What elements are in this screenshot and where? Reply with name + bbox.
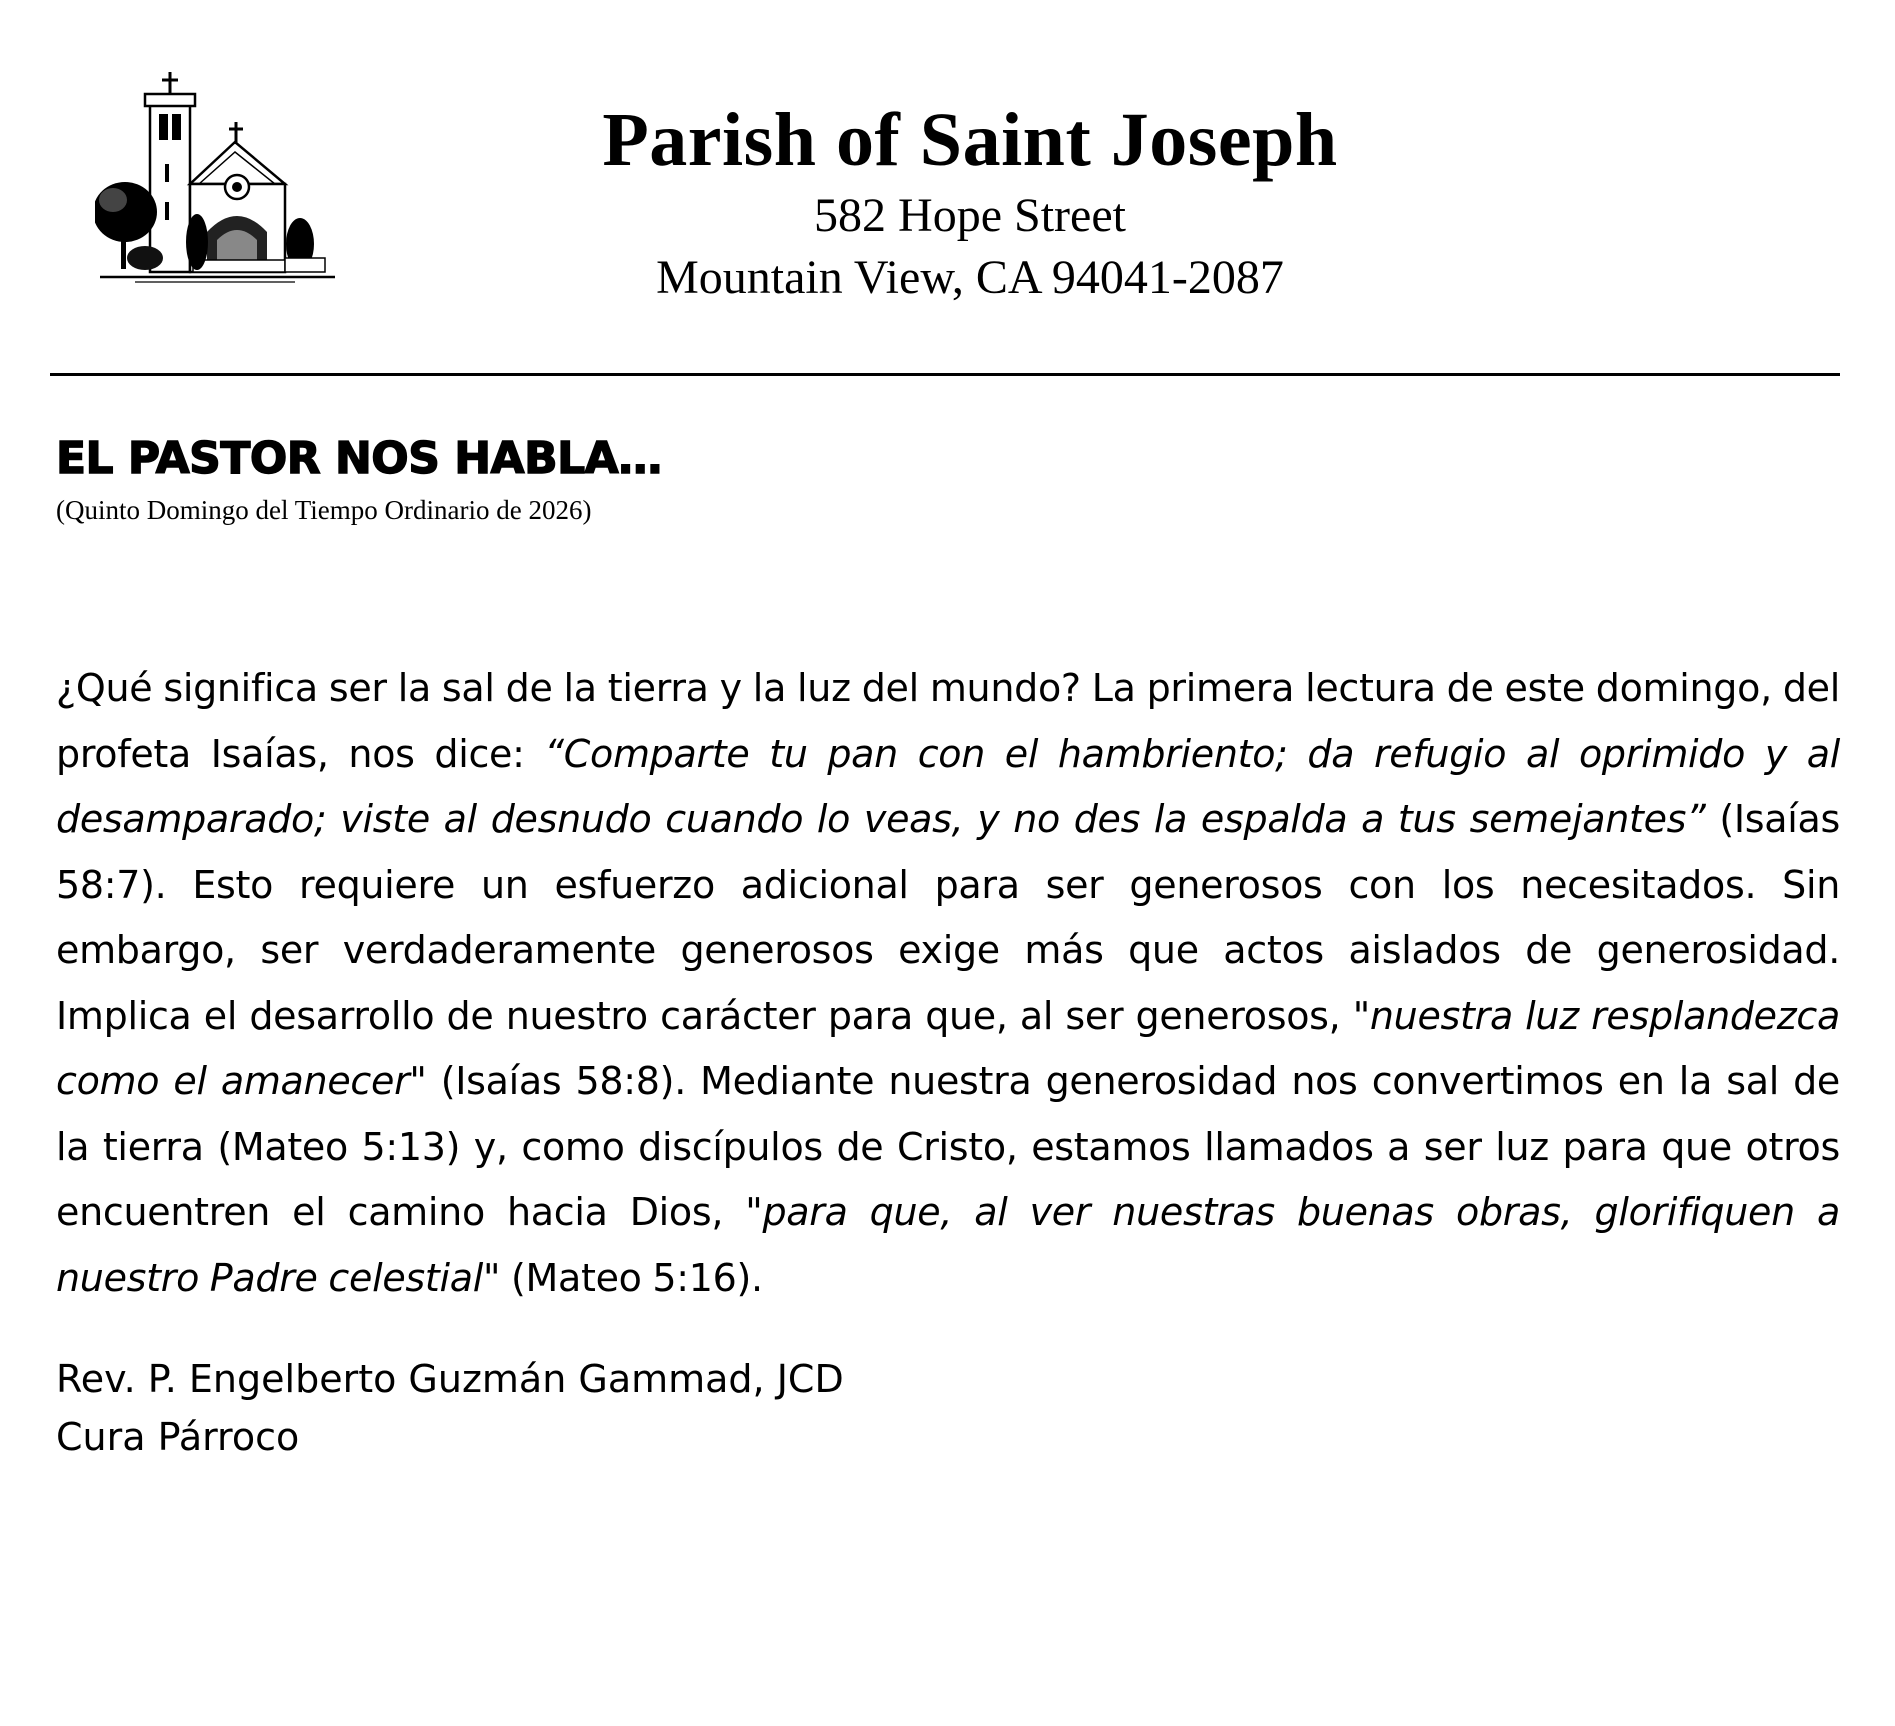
parish-header [430, 95, 1510, 309]
article-paragraph [56, 656, 1840, 1311]
signature-role: Cura Párroco [56, 1415, 300, 1459]
signature-name: Rev. P. Engelberto Guzmán Gammad, JCD [56, 1357, 844, 1401]
header-divider [50, 373, 1840, 376]
article-text-2: (Isaías 58:7). Esto requiere un esfuerzo adicional para ser generosos con los necesitados. Sin embargo, ser verdaderamente generosos exige más que actos aislados de generosidad. Implica el desarrollo de nuestro carácter para que, al ser generosos, [56, 797, 1841, 1038]
scripture-quote-2: "nuestra luz resplandezca como el amanecer" [56, 993, 1840, 1103]
street-address: 582 Hope Street [814, 189, 1126, 242]
section-title: EL PASTOR NOS HABLA… [56, 433, 662, 484]
section-subtitle: (Quinto Domingo del Tiempo Ordinario de 2026) [56, 495, 592, 525]
article-text-1: ¿Qué significa ser la sal de la tierra y la luz del mundo? La primera lectura de este domingo, del profeta Isaías, nos dice: [56, 666, 1840, 776]
scripture-quote-3: "para que, al ver nuestras buenas obras, glorifiquen a nuestro Padre celestial" [56, 1190, 1840, 1300]
city-address: Mountain View, CA 94041-2087 [656, 251, 1284, 304]
church-logo-image [95, 72, 335, 294]
signature-block [56, 1350, 844, 1466]
article-text-3: (Isaías 58:8). Mediante nuestra generosidad nos convertimos en la sal de la tierra (Mateo 5:13) y, como discípulos de Cristo, estamos llamados a ser luz para que otros encuentren el camino hacia Dios, [56, 1059, 1841, 1234]
article-text-4: (Mateo 5:16). [500, 1255, 763, 1300]
scripture-quote-1: “Comparte tu pan con el hambriento; da refugio al oprimido y al desamparado; viste al desnudo cuando lo veas, y no des la espalda a tus semejantes” [56, 731, 1840, 841]
parish-name: Parish of Saint Joseph [602, 98, 1338, 182]
